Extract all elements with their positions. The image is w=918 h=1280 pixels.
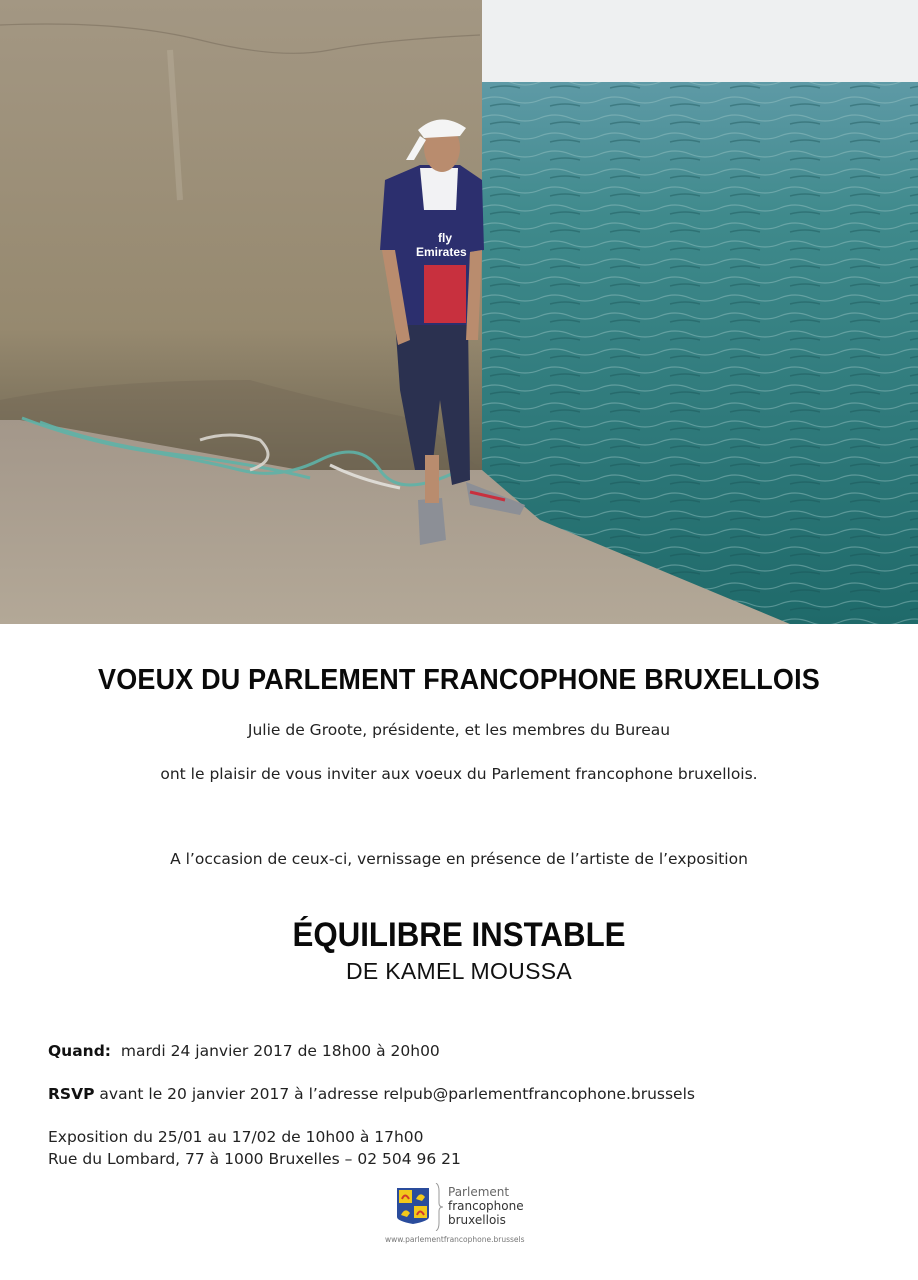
exhibition-dates: Exposition du 25/01 au 17/02 de 10h00 à 17h00 xyxy=(48,1128,424,1146)
logo-line-2: francophone xyxy=(448,1199,524,1213)
sky xyxy=(480,0,918,82)
jersey-sponsor-emirates: Emirates xyxy=(416,245,467,259)
when-value: mardi 24 janvier 2017 de 18h00 à 20h00 xyxy=(120,1042,440,1060)
photo-illustration xyxy=(0,0,918,624)
address: Rue du Lombard, 77 à 1000 Bruxelles – 02 504 96 21 xyxy=(48,1150,461,1168)
jersey-sponsor-fly: fly xyxy=(438,231,453,245)
exhibition-artist: DE KAMEL MOUSSA xyxy=(345,958,573,984)
crest-icon xyxy=(396,1187,430,1225)
invitation-title: VOEUX DU PARLEMENT FRANCOPHONE BRUXELLOIS xyxy=(98,664,820,696)
logo-url[interactable]: www.parlementfrancophone.brussels xyxy=(385,1235,525,1244)
logo-text xyxy=(448,1185,524,1227)
rsvp-value[interactable]: avant le 20 janvier 2017 à l’adresse relpub@parlementfrancophone.brussels xyxy=(99,1085,695,1103)
rsvp-info xyxy=(48,1085,695,1103)
hero-photo xyxy=(0,0,918,624)
logo-line-3: bruxellois xyxy=(448,1213,506,1227)
brace-icon xyxy=(434,1183,444,1231)
when-label: Quand: xyxy=(48,1042,111,1060)
logo-line-1: Parlement xyxy=(448,1185,510,1199)
hosts-line: Julie de Groote, présidente, et les membres du Bureau xyxy=(247,721,671,739)
vernissage-line: A l’occasion de ceux-ci, vernissage en présence de l’artiste de l’exposition xyxy=(170,850,748,868)
parliament-logo[interactable] xyxy=(385,1183,536,1244)
when-info xyxy=(48,1042,440,1060)
invitation-line: ont le plaisir de vous inviter aux voeux du Parlement francophone bruxellois. xyxy=(160,765,758,783)
rsvp-label: RSVP xyxy=(48,1085,95,1103)
exhibition-title: ÉQUILIBRE INSTABLE xyxy=(292,916,626,954)
